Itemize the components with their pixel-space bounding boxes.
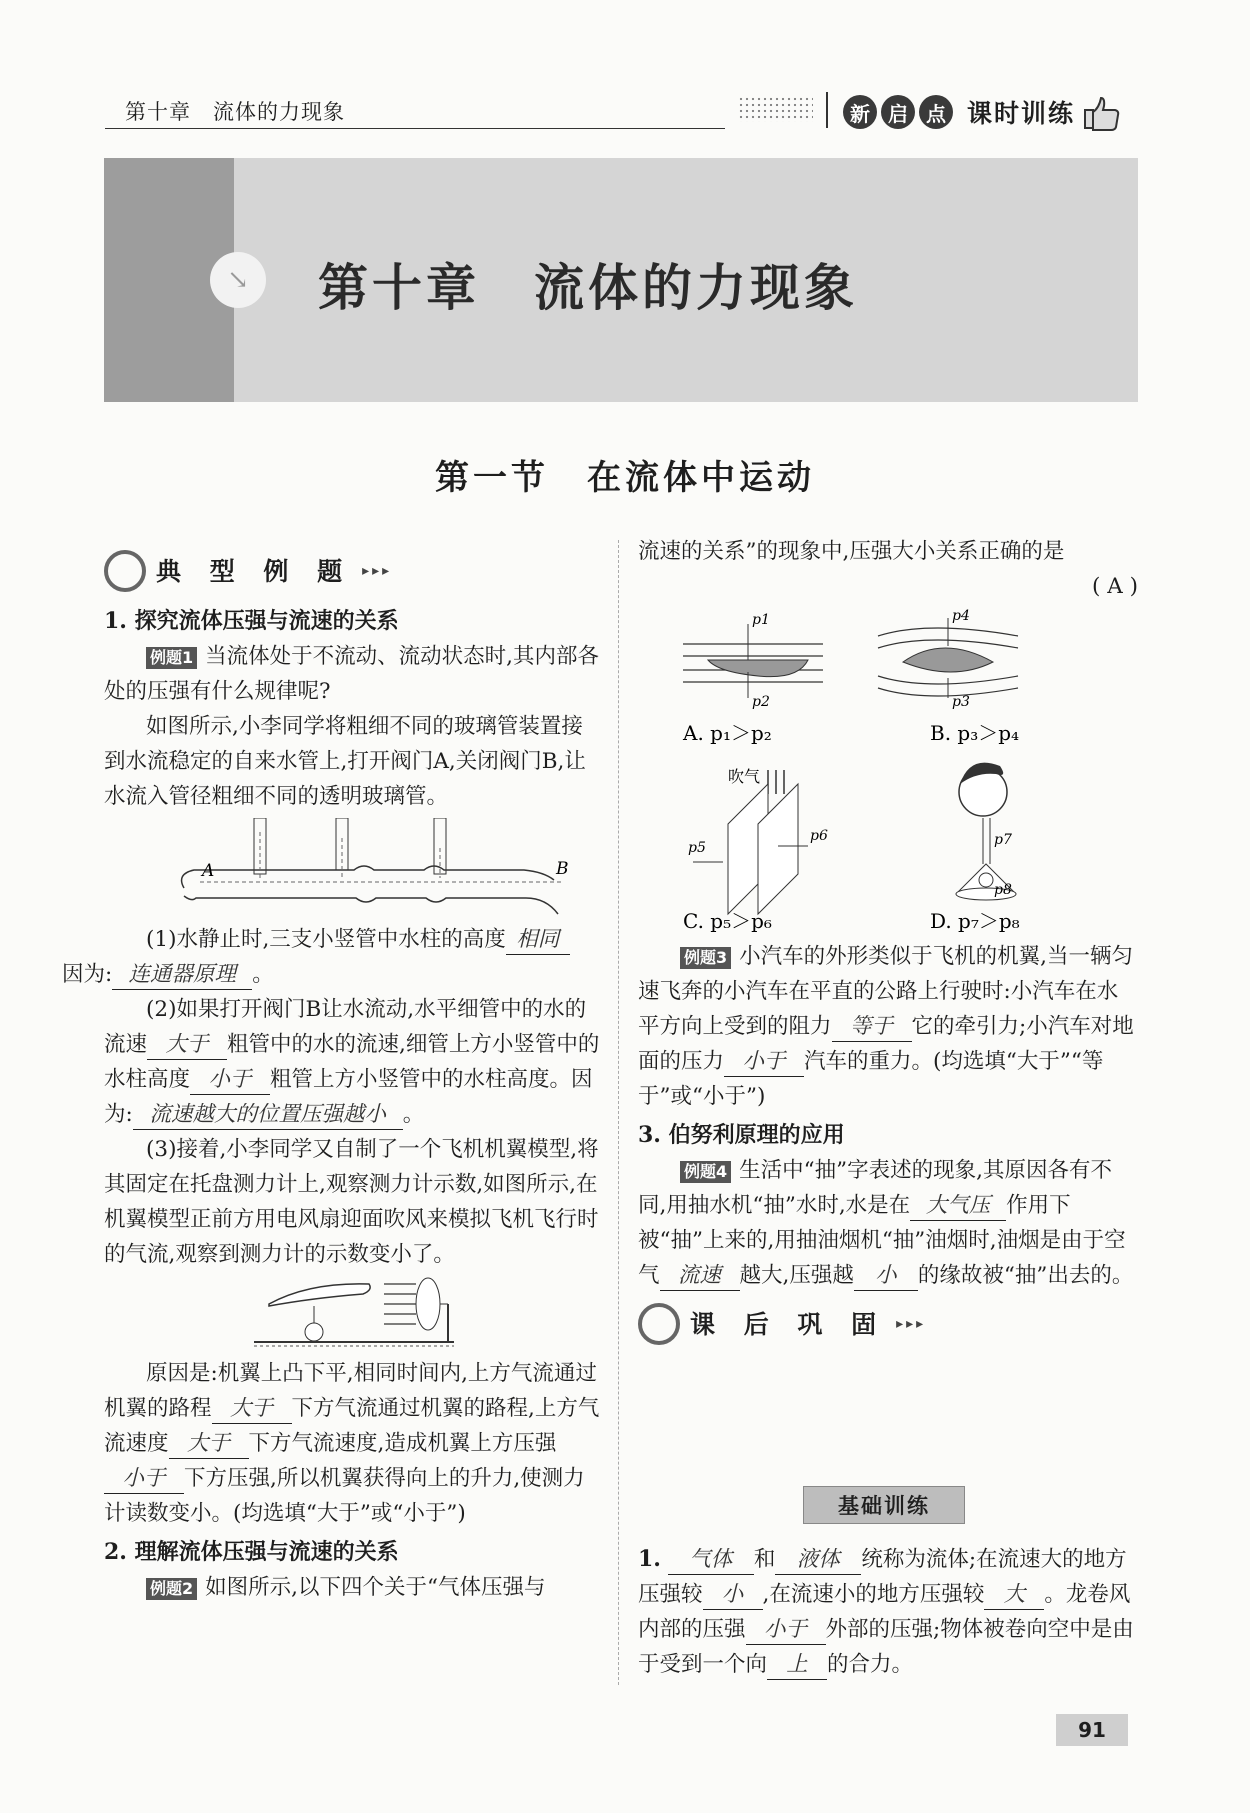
example-tag: 例题4 (680, 1161, 731, 1183)
example-4-mid: 作用下被“抽”上来的,用抽油烟机“抽”油烟时,油烟是由于空气 (638, 1193, 1126, 1288)
example-4-end: 的缘故被“抽”出去的。 (917, 1263, 1134, 1288)
magnifier-icon (638, 1303, 680, 1345)
ex-answer-gas: 气体 (668, 1546, 754, 1575)
heading-text: 典 型 例 题 (156, 556, 353, 586)
example-3-mid: 它的牵引力;小汽车对地面的压力 (638, 1014, 1134, 1074)
label-p6: p6 (810, 828, 828, 844)
reason (104, 1356, 604, 1531)
label-p4: p4 (952, 608, 970, 624)
label-p2: p2 (752, 694, 770, 710)
and-text: 和 (753, 1547, 776, 1572)
question-2 (104, 992, 604, 1132)
magnifier-icon (104, 550, 146, 592)
example-2 (104, 1570, 604, 1605)
label-p7: p7 (994, 832, 1012, 848)
example-1 (104, 639, 604, 709)
q1-end: 。 (252, 962, 274, 987)
header-dots (738, 96, 813, 122)
ex3-answer-2: 小于 (724, 1048, 804, 1077)
topic-1: 1. 探究流体压强与流速的关系 (104, 608, 399, 634)
arrows-icon: ▸▸▸ (362, 562, 393, 579)
q1-text: (1)水静止时,三支小竖管中水柱的高度 (146, 927, 506, 952)
ex-text-5: 的合力。 (827, 1652, 914, 1677)
ex-text-1: 统称为流体;在流速大的地方压强较 (638, 1547, 1127, 1607)
reason-answer-3: 小于 (104, 1465, 184, 1494)
header-rule (105, 128, 725, 129)
ex-text-4: 外部的压强;物体被卷向空中是由于受到一个向 (638, 1617, 1134, 1677)
ex-text-2: ,在流速小的地方压强较 (762, 1582, 985, 1607)
example-4 (638, 1153, 1138, 1293)
q2-text: (2)如果打开阀门B让水流动,水平细管中的水的流速 (104, 997, 587, 1057)
example-1-setup: 如图所示,小李同学将粗细不同的玻璃管装置接到水流稳定的自来水管上,打开阀门A,关闭阀门B,让水流入管径粗细不同的透明玻璃管。 (104, 714, 586, 809)
exercise-1 (638, 1542, 1138, 1682)
example-3-text: 小汽车的外形类似于飞机的机翼,当一辆匀速飞奔的小汽车在平直的公路上行驶时:小汽车在水平方向上受到的阻力 (638, 944, 1133, 1039)
basic-training-tab: 基础训练 (803, 1486, 965, 1524)
example-1-question: 当流体处于不流动、流动状态时,其内部各处的压强有什么规律呢? (104, 644, 599, 704)
ex-text-3: 。龙卷风内部的压强 (638, 1582, 1131, 1642)
ex-answer-up: 上 (767, 1651, 827, 1680)
label-p1: p1 (752, 612, 770, 628)
wing-fan-figure (104, 1274, 604, 1354)
q1-reason: 连通器原理 (112, 961, 252, 990)
example-3-end: 汽车的重力。(均选填“大于”“等于”或“小于”) (638, 1049, 1104, 1109)
q2-answer-2: 小于 (190, 1066, 270, 1095)
valve-b-label: B (556, 859, 569, 879)
valve-a-label: A (202, 861, 215, 881)
example-2-text: 如图所示,以下四个关于“气体压强与 (205, 1575, 546, 1600)
brand-char-3: 点 (919, 95, 953, 129)
right-column (638, 534, 1138, 1345)
ex4-answer-2: 流速 (660, 1262, 740, 1291)
left-column (62, 550, 604, 1605)
reason-mid2: 下方气流速度,造成机翼上方压强 (248, 1431, 557, 1456)
q2-mid2: 粗管上方小竖管中的水柱高度。因为: (104, 1067, 593, 1127)
q2-end: 。 (402, 1102, 425, 1127)
option-b: B. p₃＞p₄ (930, 721, 1020, 745)
label-p3: p3 (952, 694, 970, 710)
reason-answer-2: 大于 (169, 1430, 249, 1459)
label-p5: p5 (688, 840, 706, 856)
ex-answer-less: 小于 (746, 1616, 826, 1645)
reason-end: 下方压强,所以机翼获得向上的升力,使测力计读数变小。(均选填“大于”或“小于”) (104, 1466, 585, 1526)
ex-answer-big: 大 (984, 1581, 1044, 1610)
option-d: D. p₇＞p₈ (930, 909, 1020, 933)
example-4-text: 生活中“抽”字表述的现象,其原因各有不同,用抽水机“抽”水时,水是在 (638, 1158, 1112, 1218)
question-3: (3)接着,小李同学又自制了一个飞机机翼模型,将其固定在托盘测力计上,观察测力计示数,如图所示,在机翼模型正前方用电风扇迎面吹风来模拟飞机飞行时的气流,观察到测力计的示数变小了。 (104, 1137, 599, 1267)
example-3 (638, 939, 1138, 1114)
example-2-continued: 流速的关系”的现象中,压强大小关系正确的是 (638, 539, 1065, 564)
section-title: 第一节 在流体中运动 (435, 458, 815, 498)
exercise-number: 1. (638, 1546, 661, 1572)
example-2-answer: ( A ) (1092, 574, 1138, 599)
ex-answer-liquid: 液体 (775, 1546, 861, 1575)
brand (843, 92, 1123, 132)
ex4-answer-3: 小 (854, 1262, 918, 1291)
page-number: 91 (1056, 1714, 1128, 1746)
q2-reason: 流速越大的位置压强越小 (133, 1101, 403, 1130)
brand-title: 课时训练 (967, 99, 1076, 128)
ex4-answer-1: 大气压 (910, 1192, 1006, 1221)
header-divider (826, 92, 828, 128)
label-p8: p8 (994, 882, 1012, 898)
brand-char-2: 启 (881, 95, 915, 129)
arrows-icon: ▸▸▸ (896, 1315, 927, 1332)
reason-text: 原因是:机翼上凸下平,相同时间内,上方气流通过机翼的路程 (104, 1361, 597, 1421)
example-tag: 例题1 (146, 647, 197, 669)
reason-answer-1: 大于 (212, 1395, 292, 1424)
ex3-answer-1: 等于 (832, 1013, 912, 1042)
example-tag: 例题2 (146, 1578, 197, 1600)
q2-mid: 粗管中的水的流速,细管上方小竖管中的水柱高度 (104, 1032, 600, 1092)
question-1 (62, 922, 604, 992)
ex-answer-small: 小 (703, 1581, 763, 1610)
example-4-mid2: 越大,压强越 (739, 1263, 854, 1288)
pressure-options-figure (638, 604, 1138, 939)
topic-3: 3. 伯努利原理的应用 (638, 1122, 845, 1148)
option-c: C. p₅＞p₆ (683, 909, 772, 933)
q1-reason-label: 因为: (62, 962, 113, 987)
chapter-title: 第十章 流体的力现象 (318, 259, 858, 317)
reason-mid1: 下方气流通过机翼的路程,上方气流速度 (104, 1396, 600, 1456)
topic-2: 2. 理解流体压强与流速的关系 (104, 1539, 399, 1565)
q1-answer: 相同 (506, 926, 570, 955)
glass-tube-figure (104, 818, 604, 918)
q2-answer-1: 大于 (147, 1031, 227, 1060)
thumbs-up-icon (1079, 92, 1123, 132)
arrow-circle-icon: ↘ (210, 252, 266, 308)
typical-examples-heading (104, 550, 604, 592)
option-a: A. p₁＞p₂ (683, 721, 772, 745)
after-class-heading (638, 1303, 1138, 1345)
heading2-text: 课 后 巩 固 (690, 1309, 887, 1339)
blow-label: 吹气 (728, 767, 761, 786)
chapter-header: 第十章 流体的力现象 (125, 100, 345, 124)
brand-char-1: 新 (843, 95, 877, 129)
example-tag: 例题3 (680, 947, 731, 969)
exercise-1-text (638, 1542, 1138, 1682)
column-divider (618, 540, 619, 1685)
